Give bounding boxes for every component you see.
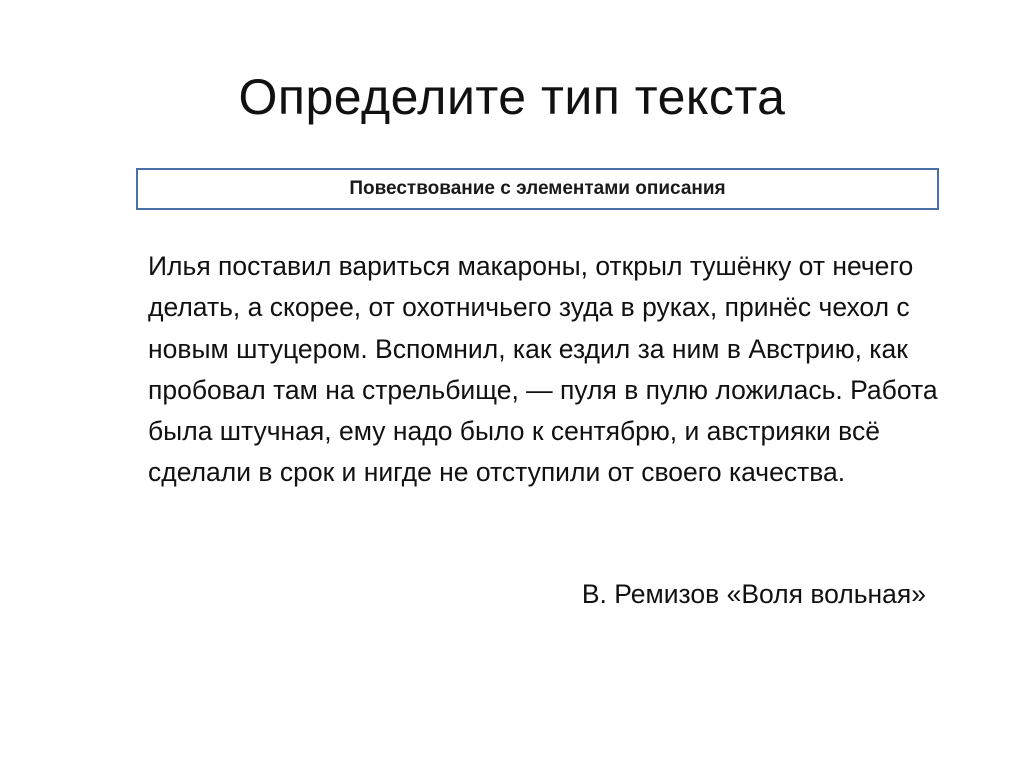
answer-text: Повествование с элементами описания bbox=[349, 178, 726, 199]
slide-title: Определите тип текста bbox=[238, 69, 786, 125]
passage-text: Илья поставил вариться макароны, открыл тушёнку от нечего делать, а скорее, от охотничьего зуда в руках, принёс чехол с новым штуцером. Вспомнил, как ездил за ним в Австрию, как пробовал там на стрельбище, — пуля в пулю ложилась. Работа была штучная, ему надо было к сентябрю, и австрияки всё сделали в срок и нигде не отступили от своего качества. bbox=[148, 251, 938, 488]
attribution: В. Ремизов «Воля вольная» bbox=[581, 579, 926, 609]
answer-box bbox=[136, 168, 939, 210]
